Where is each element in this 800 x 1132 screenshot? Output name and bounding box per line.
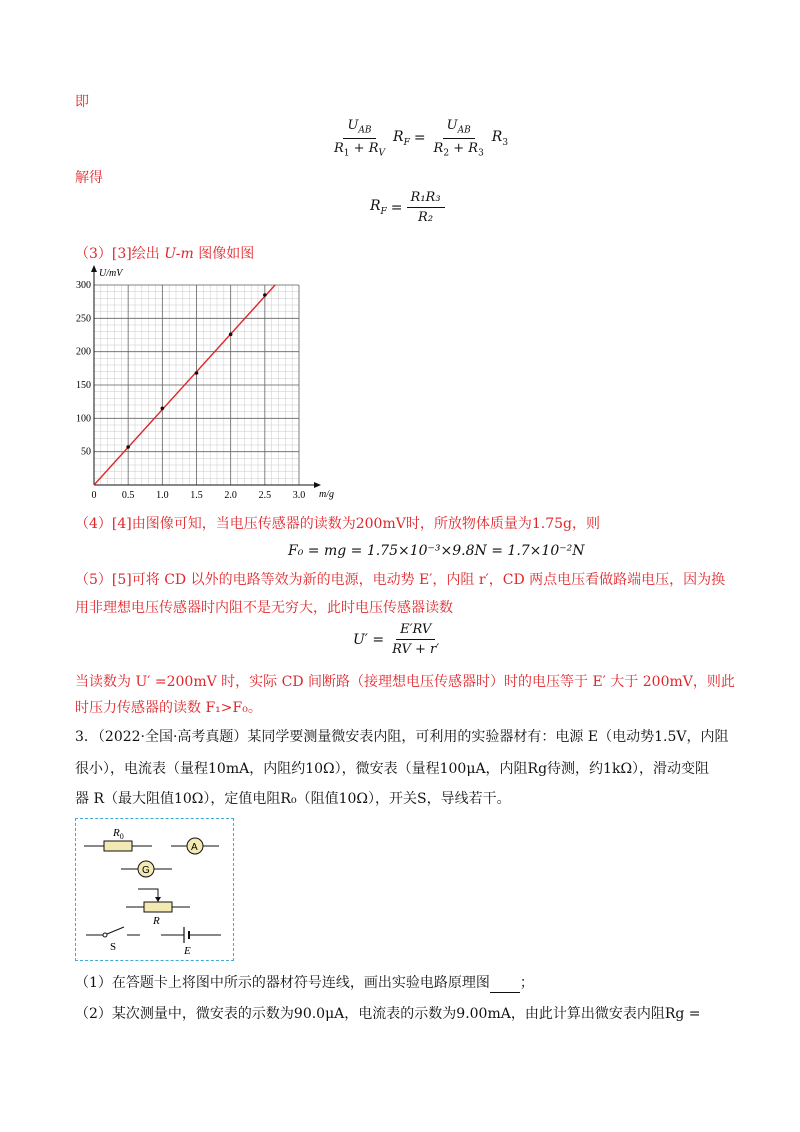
data-point (263, 293, 267, 297)
r0-label: $R_0$ (113, 827, 124, 841)
q3-sub1: （1）在答题卡上将图中所示的器材符号连线，画出实验电路原理图 ； (75, 975, 534, 991)
part5-equation: U′ = $\frac{E'RV}{RV + r'}$ (353, 622, 440, 657)
part5-line1: （5）[5]可将 CD 以外的电路等效为新的电源，电动势 E′，内阻 r′，CD 两点电压看做路端电压，因为换 (75, 572, 726, 588)
rheostat-resistor (144, 902, 172, 912)
x-tick-label: 1.0 (156, 490, 169, 501)
switch-label: S (110, 941, 117, 953)
data-point (161, 407, 165, 411)
battery-label: E (184, 945, 191, 957)
galvanometer-label: G (142, 865, 150, 876)
part4-equation: F₀ = mg = 1.75×10⁻³×9.8N = 1.7×10⁻²N (288, 543, 585, 559)
x-tick-label: 0.5 (121, 490, 135, 501)
rheostat-arrow-icon (155, 897, 161, 902)
text-jiede: 解得 (75, 170, 103, 186)
data-point (126, 445, 130, 449)
switch-lever (107, 927, 124, 934)
q3-line2: 很小），电流表（量程10mA，内阻约10Ω），微安表（量程100μA，内阻Rg待测，约1kΩ），滑动变阻 (75, 761, 710, 777)
q3-line1: 3．（2022·全国·高考真题）某同学要测量微安表内阻，可利用的实验器材有：电源 E（电动势1.5V，内阻 (75, 729, 729, 745)
u-m-chart (68, 262, 343, 502)
q3-sub2: （2）某次测量中，微安表的示数为90.0μA，电流表的示数为9.00mA，由此计算出微安表内阻Rg = (75, 1006, 701, 1022)
y-tick-label: 50 (81, 446, 91, 458)
y-tick-label: 200 (76, 346, 91, 358)
data-point (195, 371, 199, 375)
equation-1: $\frac{U_{AB}}{R_1 + R_V}$ $R_F$ = $\frac{U_{AB}}{R_2 + R_3}$ $R_3$ (334, 118, 509, 159)
x-axis-label: m/g (319, 489, 334, 500)
x-tick-label: 1.5 (190, 490, 203, 501)
part5-line4: 时压力传感器的读数 F₁>F₀。 (75, 700, 262, 716)
equation-2: $R_F$ = $\frac{\text{R₁R₃}}{\text{R₂}}$ (370, 190, 445, 225)
circuit-symbols (76, 819, 232, 959)
y-axis-label: U/mV (99, 268, 123, 279)
r0-resistor (104, 841, 132, 851)
rheostat-slider (138, 889, 158, 899)
y-tick-label: 250 (76, 313, 91, 325)
data-point (229, 333, 233, 337)
part5-line3: 当读数为 U′ =200mV 时，实际 CD 间断路（接理想电压传感器时）时的电压等于 E′ 大于 200mV，则此 (75, 674, 735, 690)
y-tick-label: 150 (76, 380, 91, 391)
switch-pivot-icon (103, 933, 107, 937)
x-tick-label: 2.0 (224, 490, 237, 501)
x-tick-label: 2.5 (258, 490, 272, 501)
circuit-components-box (75, 818, 234, 961)
answer-blank[interactable] (490, 978, 520, 993)
y-tick-label: 100 (76, 413, 91, 425)
x-tick-label: 3.0 (292, 490, 306, 501)
part3-heading: （3）[3]绘出 U-m 图像如图 (75, 246, 255, 262)
rheostat-label: R (153, 915, 160, 927)
ammeter-label: A (191, 842, 198, 853)
y-axis-arrow-icon (91, 265, 97, 272)
x-axis-arrow-icon (314, 482, 321, 488)
q3-line3: 器 R（最大阻值10Ω），定值电阻R₀（阻值10Ω），开关S，导线若干。 (75, 791, 511, 807)
x-tick-label: 0 (91, 490, 97, 501)
part5-line2: 用非理想电压传感器时内阻不是无穷大，此时电压传感器读数 (75, 600, 453, 616)
text-ji: 即 (75, 94, 89, 110)
y-tick-label: 300 (76, 280, 91, 291)
part4-text: （4）[4]由图像可知，当电压传感器的读数为200mV时，所放物体质量为1.75g，则 (75, 516, 600, 532)
